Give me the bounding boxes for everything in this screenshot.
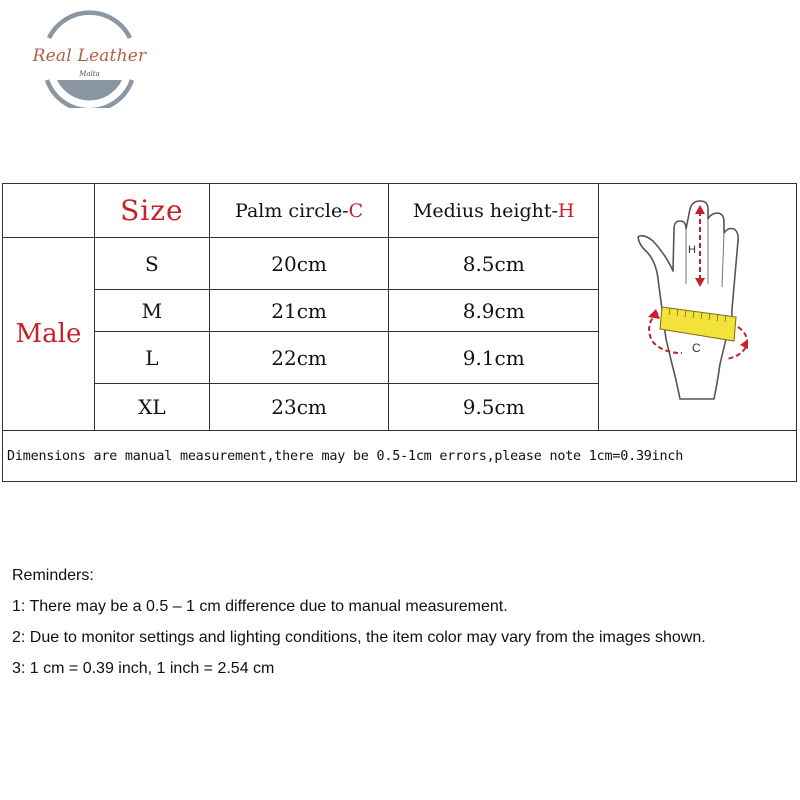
header-palm: [209, 184, 389, 238]
gender-male-cell: Male: [3, 238, 95, 431]
size-chart-table: [2, 183, 797, 482]
medius-cell: 8.5cm: [389, 238, 599, 290]
logo-sub-text: Malta: [79, 70, 100, 78]
diagram-c-label: C: [691, 341, 701, 355]
size-cell: L: [94, 332, 209, 384]
table-note-row: [3, 431, 797, 482]
header-size: Size: [94, 184, 209, 238]
reminders-section: [12, 567, 706, 691]
table-header-row: [3, 184, 797, 238]
size-cell: M: [94, 290, 209, 332]
medius-cell: 8.9cm: [389, 290, 599, 332]
reminders-title: Reminders:: [12, 567, 94, 584]
measurement-note: Dimensions are manual measurement,there may be 0.5-1cm errors,please note 1cm=0.39inch: [3, 431, 797, 482]
size-cell: S: [94, 238, 209, 290]
header-medius-code: H: [557, 199, 575, 222]
palm-cell: 21cm: [209, 290, 389, 332]
reminder-item: 3: 1 cm = 0.39 inch, 1 inch = 2.54 cm: [12, 660, 275, 677]
header-medius: [389, 184, 599, 238]
header-palm-code: C: [348, 199, 364, 222]
brand-logo: [32, 8, 147, 108]
reminder-item: 2: Due to monitor settings and lighting conditions, the item color may vary from the images shown.: [12, 629, 706, 646]
palm-cell: 23cm: [209, 384, 389, 431]
palm-cell: 22cm: [209, 332, 389, 384]
size-cell: XL: [94, 384, 209, 431]
header-palm-label: Palm circle-: [235, 199, 349, 222]
hand-diagram-cell: [599, 184, 797, 431]
medius-cell: 9.1cm: [389, 332, 599, 384]
medius-cell: 9.5cm: [389, 384, 599, 431]
header-medius-label: Medius height-: [412, 199, 558, 222]
palm-cell: 20cm: [209, 238, 389, 290]
diagram-h-label: H: [687, 244, 696, 256]
reminder-item: 1: There may be a 0.5 – 1 cm difference due to manual measurement.: [12, 598, 508, 615]
hand-measurement-icon: [608, 189, 788, 421]
logo-brand-text: Real Leather: [32, 46, 147, 66]
header-empty-cell: [3, 184, 95, 238]
